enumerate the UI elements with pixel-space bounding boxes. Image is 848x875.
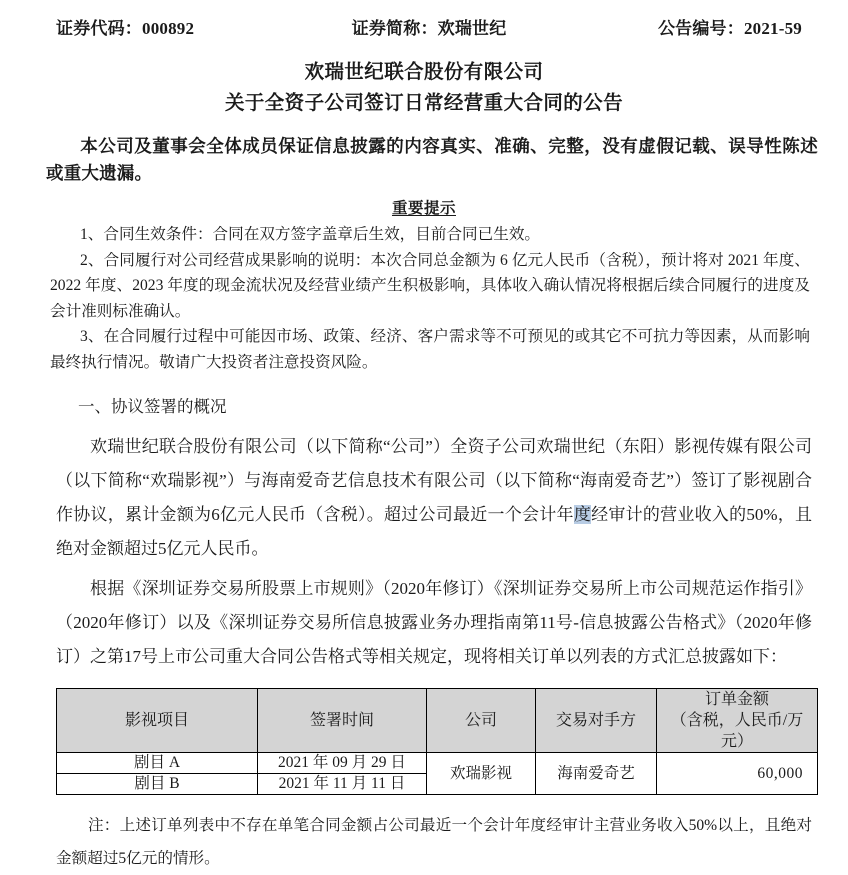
column-header-counterparty: 交易对手方 xyxy=(536,689,657,753)
selected-text-highlight[interactable]: 度 xyxy=(573,505,592,524)
section-one-paragraph-1 xyxy=(56,430,812,566)
security-code-value: 000892 xyxy=(142,19,195,38)
order-table xyxy=(56,688,818,795)
security-abbreviation-value: 欢瑞世纪 xyxy=(437,19,507,38)
column-header-order-amount-line2: （含税，人民币/万元） xyxy=(670,712,804,750)
order-table-container xyxy=(0,688,848,795)
column-header-project: 影视项目 xyxy=(57,689,258,753)
notice-item-3: 3、在合同履行过程中可能因市场、政策、经济、客户需求等不可预见的或其它不可抗力等因素，从而影响最终执行情况。敬请广大投资者注意投资风险。 xyxy=(50,328,810,371)
security-abbreviation xyxy=(200,14,658,39)
cell-project-b: 剧目 B xyxy=(57,774,258,795)
page-title-line2: 关于全资子公司签订日常经营重大合同的公告 xyxy=(224,93,623,114)
section-one-heading: 一、协议签署的概况 xyxy=(78,397,227,416)
security-code xyxy=(56,14,194,39)
column-header-order-amount-line1: 订单金额 xyxy=(704,691,769,708)
important-notice-list xyxy=(50,222,810,375)
cell-date-b: 2021 年 11 月 11 日 xyxy=(258,774,427,795)
order-table-header-row xyxy=(57,689,818,753)
table-footnote: 注：上述订单列表中不存在单笔合同金额占公司最近一个会计年度经审计主营业务收入50%以上，且绝对金额超过5亿元的情形。 xyxy=(56,817,812,867)
announcement-serial-value: 2021-59 xyxy=(743,19,802,38)
cell-counterparty: 海南爱奇艺 xyxy=(536,753,657,795)
section-one-paragraph-2: 根据《深圳证券交易所股票上市规则》（2020年修订）《深圳证券交易所上市公司规范运作指引》（2020年修订）以及《深圳证券交易所信息披露业务办理指南第11号-信息披露公告格式》（2020年修订）之第17号上市公司重大合同公告格式等相关规定，现将相关订单以列表的方式汇总披露如下： xyxy=(56,579,812,666)
cell-order-amount: 60,000 xyxy=(657,753,818,795)
paragraph-text-before-selection: 欢瑞世纪联合股份有限公司（以下简称“公司”）全资子公司欢瑞世纪（东阳）影视传媒有限公司（以下简称“欢瑞影视”）与海南爱奇艺信息技术有限公司（以下简称“海南爱奇艺”）签订了影视剧合作协议，累计金额为6亿元人民币（含税）。超过公司最近一个会计年 xyxy=(56,437,812,524)
notice-item-1: 1、合同生效条件：合同在双方签字盖章后生效，目前合同已生效。 xyxy=(80,226,541,243)
masthead xyxy=(0,0,848,39)
notice-item-2: 2、合同履行对公司经营成果影响的说明：本次合同总金额为 6 亿元人民币（含税），预计将对 2021 年度、2022 年度、2023 年度的现金流状况及经营业绩产生积极影响，具体收入确认情况将根据后续合同履行的进度及会计准则标准确认。 xyxy=(50,251,810,320)
column-header-order-amount xyxy=(657,689,818,753)
order-table-head xyxy=(57,689,818,753)
cell-date-a: 2021 年 09 月 29 日 xyxy=(258,753,427,774)
column-header-sign-date: 签署时间 xyxy=(258,689,427,753)
important-notice-heading: 重要提示 xyxy=(391,200,456,217)
order-table-body xyxy=(57,753,818,795)
announcement-serial xyxy=(658,14,802,39)
page-title xyxy=(0,57,848,119)
paragraph-text-after-selection: 经审计的营业收入的50%，且绝对金额超过5亿元人民币。 xyxy=(56,505,813,558)
table-row xyxy=(57,753,818,774)
page-title-line1: 欢瑞世纪联合股份有限公司 xyxy=(304,62,544,83)
announcement-serial-label: 公告编号： xyxy=(657,19,744,38)
disclaimer-statement xyxy=(46,133,818,187)
cell-project-a: 剧目 A xyxy=(57,753,258,774)
disclaimer-text: 本公司及董事会全体成员保证信息披露的内容真实、准确、完整，没有虚假记载、误导性陈述或重大遗漏。 xyxy=(46,136,818,183)
column-header-company: 公司 xyxy=(427,689,536,753)
security-abbreviation-label: 证券简称： xyxy=(351,19,438,38)
cell-company: 欢瑞影视 xyxy=(427,753,536,795)
security-code-label: 证券代码： xyxy=(56,19,142,38)
